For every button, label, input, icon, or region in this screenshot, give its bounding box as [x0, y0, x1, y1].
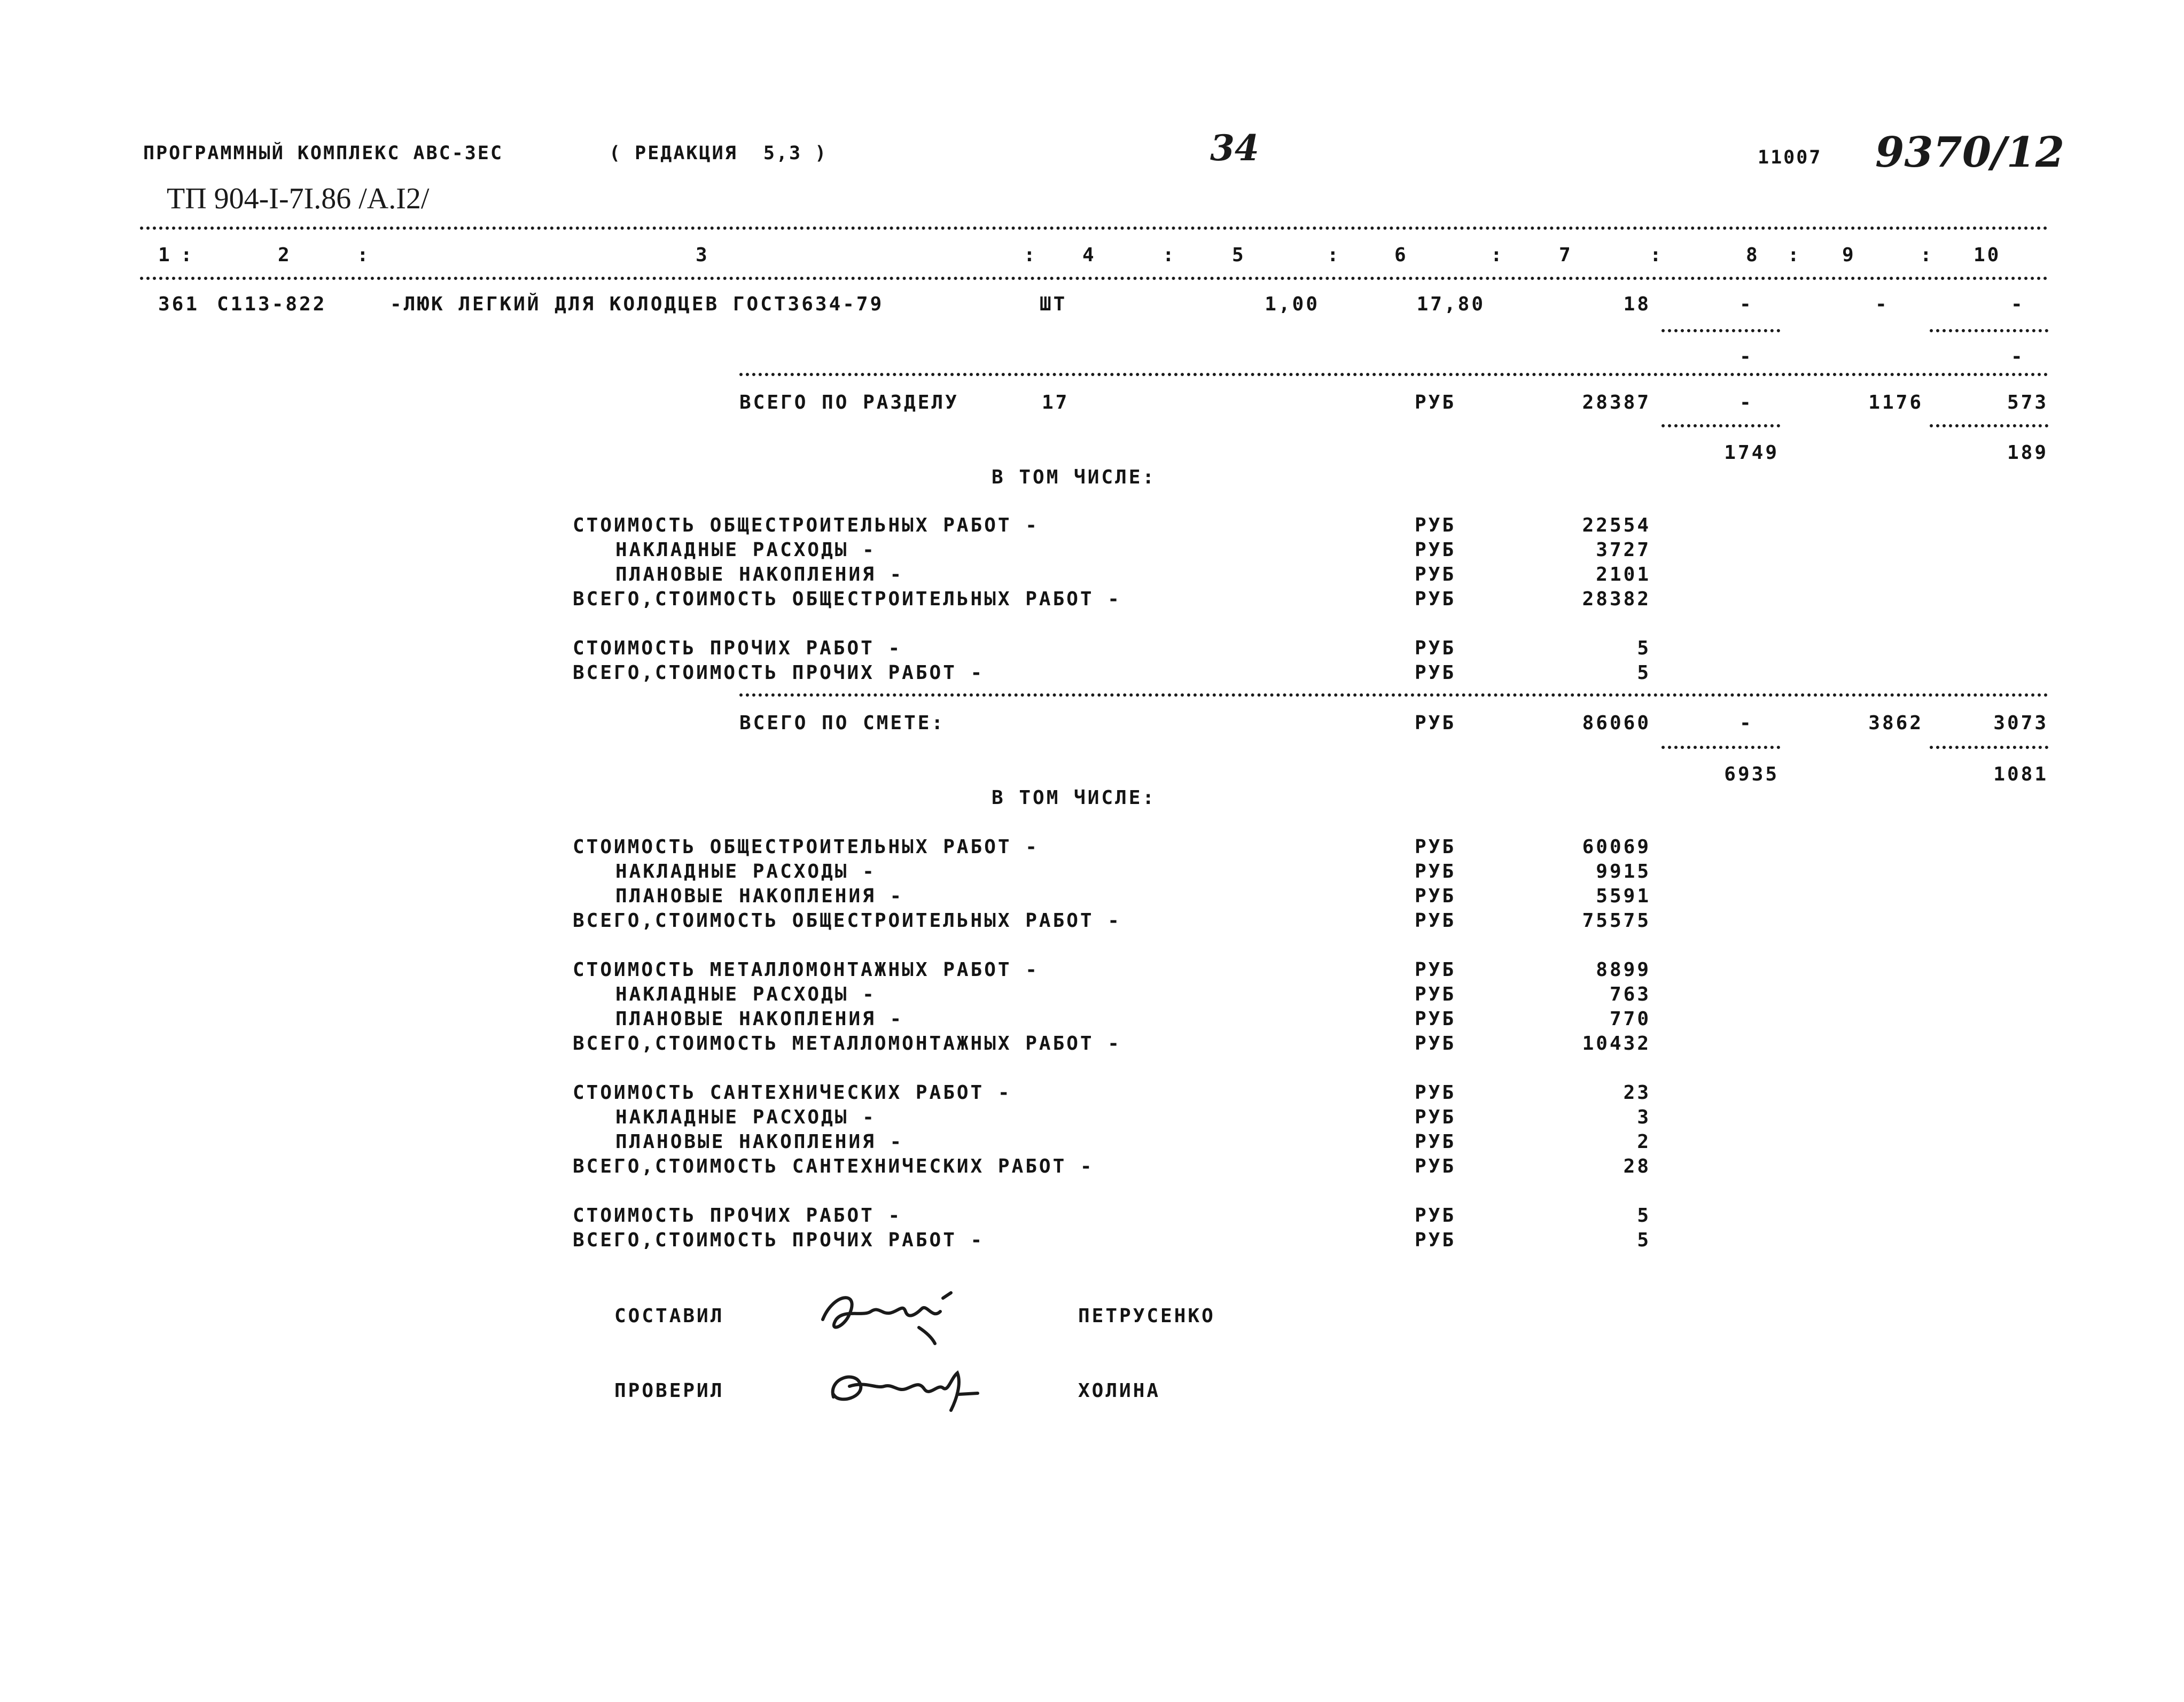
breakdown-label: ВСЕГО,СТОИМОСТЬ ПРОЧИХ РАБОТ - — [573, 1229, 985, 1251]
estimate-total-col10-sub: 1081 — [1993, 763, 2048, 785]
breakdown-value: 3 — [1637, 1106, 1651, 1128]
breakdown-value: 763 — [1609, 983, 1651, 1005]
breakdown-value: 770 — [1609, 1008, 1651, 1030]
breakdown-label: ВСЕГО,СТОИМОСТЬ ОБЩЕСТРОИТЕЛЬНЫХ РАБОТ - — [573, 910, 1121, 932]
breakdown-unit: РУБ — [1415, 588, 1456, 610]
estimate-total-col9: 3862 — [1868, 712, 1923, 734]
breakdown-label: ПЛАНОВЫЕ НАКОПЛЕНИЯ - — [615, 885, 904, 907]
subdivider — [1930, 329, 2048, 332]
breakdown-label: СТОИМОСТЬ САНТЕХНИЧЕСКИХ РАБОТ - — [573, 1082, 1012, 1104]
breakdown-value: 28 — [1623, 1156, 1651, 1177]
column-header: 8 — [1746, 244, 1760, 266]
item-col8-sub: - — [1740, 346, 1753, 368]
breakdown-label: ПЛАНОВЫЕ НАКОПЛЕНИЯ - — [615, 564, 904, 585]
breakdown-label: НАКЛАДНЫЕ РАСХОДЫ - — [615, 983, 876, 1005]
breakdown-label: СТОИМОСТЬ ОБЩЕСТРОИТЕЛЬНЫХ РАБОТ - — [573, 836, 1039, 858]
item-col10-sub: - — [2011, 346, 2025, 368]
breakdown-label: СТОИМОСТЬ ПРОЧИХ РАБОТ - — [573, 637, 902, 659]
breakdown-value: 5 — [1637, 1205, 1651, 1227]
subdivider — [1662, 329, 1780, 332]
divider — [140, 277, 2048, 280]
breakdown-unit: РУБ — [1415, 514, 1456, 536]
section-total-col10: 573 — [2007, 392, 2048, 413]
item-col9: - — [1875, 293, 1889, 315]
item-quantity: 1,00 — [1265, 293, 1320, 315]
breakdown-unit: РУБ — [1415, 1033, 1456, 1055]
compiled-name: ПЕТРУСЕНКО — [1078, 1305, 1215, 1327]
breakdown-label: ПЛАНОВЫЕ НАКОПЛЕНИЯ - — [615, 1008, 904, 1030]
compiled-label: СОСТАВИЛ — [614, 1305, 724, 1327]
breakdown-unit: РУБ — [1415, 910, 1456, 932]
breakdown-value: 23 — [1623, 1082, 1651, 1104]
signature-compiled — [812, 1282, 972, 1346]
divider — [739, 373, 2048, 376]
section-total-col10-sub: 189 — [2007, 442, 2048, 464]
column-header: 1 — [158, 244, 172, 266]
breakdown-label: ВСЕГО,СТОИМОСТЬ МЕТАЛЛОМОНТАЖНЫХ РАБОТ - — [573, 1033, 1121, 1055]
breakdown-value: 2 — [1637, 1131, 1651, 1153]
item-col10: - — [2011, 293, 2025, 315]
breakdown-label: ВСЕГО,СТОИМОСТЬ ОБЩЕСТРОИТЕЛЬНЫХ РАБОТ - — [573, 588, 1121, 610]
section-total-col8-sub: 1749 — [1724, 442, 1779, 464]
breakdown-unit: РУБ — [1415, 1082, 1456, 1104]
doc-code: 11007 — [1758, 147, 1822, 168]
breakdown-value: 60069 — [1582, 836, 1651, 858]
item-total: 18 — [1623, 293, 1651, 315]
breakdown-value: 22554 — [1582, 514, 1651, 536]
breakdown-value: 10432 — [1582, 1033, 1651, 1055]
divider — [739, 693, 2048, 697]
breakdown-unit: РУБ — [1415, 1008, 1456, 1030]
breakdown-label: СТОИМОСТЬ ОБЩЕСТРОИТЕЛЬНЫХ РАБОТ - — [573, 514, 1039, 536]
breakdown-value: 5 — [1637, 637, 1651, 659]
breakdown-unit: РУБ — [1415, 637, 1456, 659]
section-total-label: ВСЕГО ПО РАЗДЕЛУ — [739, 392, 959, 413]
column-header: 7 — [1559, 244, 1573, 266]
estimate-total-col10: 3073 — [1993, 712, 2048, 734]
item-unit: ШТ — [1040, 293, 1067, 315]
item-name: -ЛЮК ЛЕГКИЙ ДЛЯ КОЛОДЦЕВ ГОСТ3634-79 — [390, 293, 884, 315]
including-heading: В ТОМ ЧИСЛЕ: — [992, 466, 1157, 488]
breakdown-value: 9915 — [1596, 861, 1651, 883]
breakdown-label: СТОИМОСТЬ МЕТАЛЛОМОНТАЖНЫХ РАБОТ - — [573, 959, 1039, 981]
breakdown-unit: РУБ — [1415, 983, 1456, 1005]
breakdown-value: 5591 — [1596, 885, 1651, 907]
breakdown-unit: РУБ — [1415, 1156, 1456, 1177]
column-header: 10 — [1974, 244, 2001, 266]
breakdown-label: НАКЛАДНЫЕ РАСХОДЫ - — [615, 1106, 876, 1128]
estimate-total-col8: - — [1740, 712, 1753, 734]
column-header: 2 — [278, 244, 292, 266]
column-header: 9 — [1842, 244, 1856, 266]
item-col8: - — [1740, 293, 1753, 315]
breakdown-label: ВСЕГО,СТОИМОСТЬ САНТЕХНИЧЕСКИХ РАБОТ - — [573, 1156, 1094, 1177]
section-total-value: 28387 — [1582, 392, 1651, 413]
subdivider — [1930, 424, 2048, 427]
breakdown-unit: РУБ — [1415, 1229, 1456, 1251]
estimate-total-unit: РУБ — [1415, 712, 1456, 734]
program-title: ПРОГРАММНЫЙ КОМПЛЕКС АВС-3ЕС — [143, 143, 504, 164]
breakdown-value: 8899 — [1596, 959, 1651, 981]
column-header: 6 — [1394, 244, 1408, 266]
subdivider — [1662, 746, 1780, 749]
breakdown-label: НАКЛАДНЫЕ РАСХОДЫ - — [615, 539, 876, 561]
breakdown-value: 5 — [1637, 1229, 1651, 1251]
section-number: 17 — [1042, 392, 1070, 413]
estimate-total-label: ВСЕГО ПО СМЕТЕ: — [739, 712, 946, 734]
breakdown-unit: РУБ — [1415, 885, 1456, 907]
subdivider — [1662, 424, 1780, 427]
breakdown-unit: РУБ — [1415, 959, 1456, 981]
item-price: 17,80 — [1416, 293, 1485, 315]
section-total-col9: 1176 — [1868, 392, 1923, 413]
edition-label: ( РЕДАКЦИЯ 5,3 ) — [609, 143, 828, 164]
breakdown-value: 5 — [1637, 662, 1651, 684]
breakdown-value: 28382 — [1582, 588, 1651, 610]
page-number: 34 — [1210, 127, 1259, 169]
item-code: С113-822 — [217, 293, 327, 315]
breakdown-unit: РУБ — [1415, 1106, 1456, 1128]
signature-checked — [817, 1357, 988, 1416]
divider — [140, 227, 2048, 230]
item-number: 361 — [158, 293, 200, 315]
including-heading: В ТОМ ЧИСЛЕ: — [992, 787, 1157, 809]
column-header: 3 — [696, 244, 709, 266]
breakdown-label: СТОИМОСТЬ ПРОЧИХ РАБОТ - — [573, 1205, 902, 1227]
breakdown-value: 3727 — [1596, 539, 1651, 561]
breakdown-value: 2101 — [1596, 564, 1651, 585]
breakdown-unit: РУБ — [1415, 662, 1456, 684]
breakdown-unit: РУБ — [1415, 836, 1456, 858]
estimate-total-value: 86060 — [1582, 712, 1651, 734]
checked-name: ХОЛИНА — [1078, 1380, 1161, 1402]
breakdown-unit: РУБ — [1415, 1205, 1456, 1227]
breakdown-label: НАКЛАДНЫЕ РАСХОДЫ - — [615, 861, 876, 883]
estimate-total-col8-sub: 6935 — [1724, 763, 1779, 785]
breakdown-unit: РУБ — [1415, 861, 1456, 883]
breakdown-value: 75575 — [1582, 910, 1651, 932]
ref-number: 9370/12 — [1875, 128, 2065, 177]
breakdown-unit: РУБ — [1415, 564, 1456, 585]
doc-reference: ТП 904-I-7I.86 /А.I2/ — [167, 182, 430, 215]
section-total-unit: РУБ — [1415, 392, 1456, 413]
breakdown-label: ПЛАНОВЫЕ НАКОПЛЕНИЯ - — [615, 1131, 904, 1153]
breakdown-label: ВСЕГО,СТОИМОСТЬ ПРОЧИХ РАБОТ - — [573, 662, 985, 684]
checked-label: ПРОВЕРИЛ — [614, 1380, 724, 1402]
breakdown-unit: РУБ — [1415, 1131, 1456, 1153]
breakdown-unit: РУБ — [1415, 539, 1456, 561]
column-header: 5 — [1232, 244, 1246, 266]
column-header: 4 — [1082, 244, 1096, 266]
section-total-col8: - — [1740, 392, 1753, 413]
subdivider — [1930, 746, 2048, 749]
